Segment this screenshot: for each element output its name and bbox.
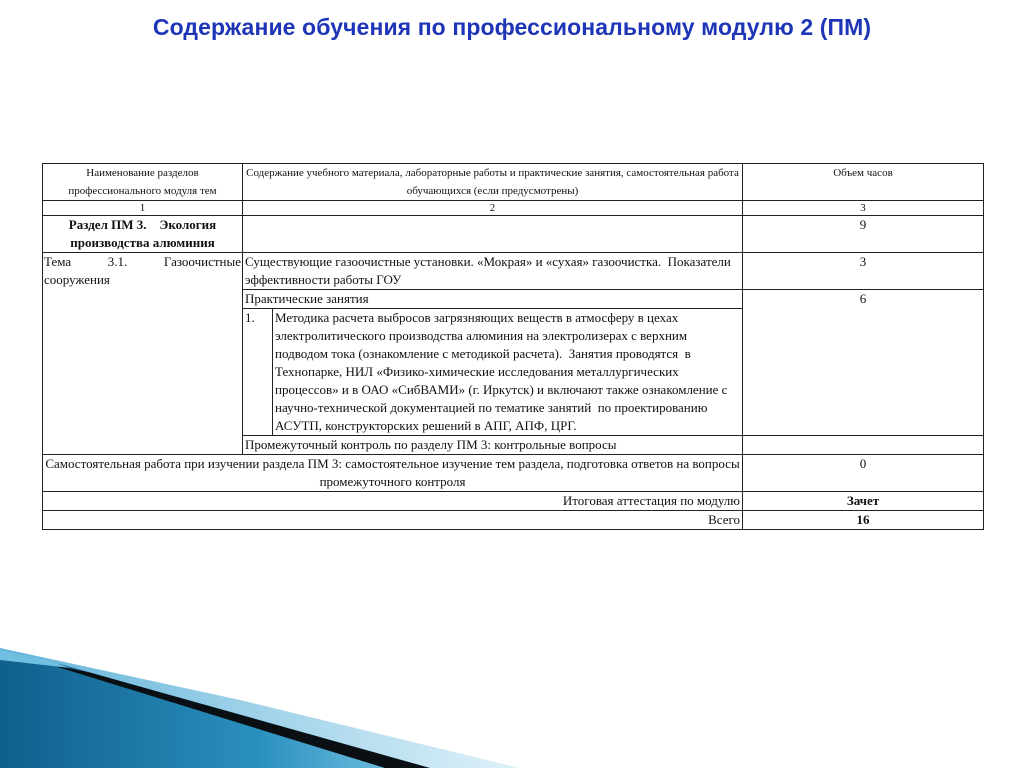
final-attestation-row <box>43 492 984 511</box>
header-hours: Объем часов <box>743 164 984 201</box>
topic-row <box>43 253 984 290</box>
decor-light-swoosh <box>0 648 520 768</box>
header-row <box>43 164 984 201</box>
section-name: Раздел ПМ 3. Экология производства алюминия <box>43 216 243 253</box>
interim-control-label: Промежуточный контроль по разделу ПМ 3: контрольные вопросы <box>243 436 743 455</box>
topic-hours: 3 <box>743 253 984 290</box>
practical-item-number: 1. <box>243 309 273 436</box>
final-attestation-value: Зачет <box>743 492 984 511</box>
topic-name <box>43 253 243 455</box>
section-row <box>43 216 984 253</box>
topic-name-text: Тема 3.1. Газоочистные сооружения <box>44 254 241 287</box>
column-number-1: 1 <box>43 201 243 216</box>
practical-hours: 6 <box>743 290 984 436</box>
interim-control-hours-empty <box>743 436 984 455</box>
practical-item-text: Методика расчета выбросов загрязняющих веществ в атмосферу в цехах электролитического производства алюминия на электролизерах с верхним подводом тока (ознакомление с методикой расчета). Занятия проводятся в Технопарке, НИЛ «Физико-химические исследования металлургических процессов» и в ОАО «СибВАМИ» (г. Иркутск) и включают также ознакомление с научно-технической документацией по тематике занятий по проектированию АСУТП, конструкторских решений в АПГ, АПФ, ЦРГ. <box>273 309 743 436</box>
total-row <box>43 511 984 530</box>
final-attestation-label: Итоговая аттестация по модулю <box>43 492 743 511</box>
header-section-names: Наименование разделов профессионального модуля тем <box>43 164 243 201</box>
page-title: Содержание обучения по профессиональному модулю 2 (ПМ) <box>152 14 872 40</box>
column-number-row <box>43 201 984 216</box>
total-label: Всего <box>43 511 743 530</box>
section-content-empty <box>243 216 743 253</box>
column-number-2: 2 <box>243 201 743 216</box>
section-hours: 9 <box>743 216 984 253</box>
self-study-text: Самостоятельная работа при изучении раздела ПМ 3: самостоятельное изучение тем раздела, подготовка ответов на вопросы промежуточного контроля <box>43 455 743 492</box>
practical-label: Практические занятия <box>243 290 743 309</box>
topic-content: Существующие газоочистные установки. «Мокрая» и «сухая» газоочистка. Показатели эффективности работы ГОУ <box>243 253 743 290</box>
column-number-3: 3 <box>743 201 984 216</box>
self-study-hours: 0 <box>743 455 984 492</box>
decor-dark-stripe <box>48 664 430 768</box>
self-study-row <box>43 455 984 492</box>
total-value: 16 <box>743 511 984 530</box>
decor-blue-edge <box>0 650 70 668</box>
decor-blue-band <box>0 655 430 768</box>
header-content: Содержание учебного материала, лабораторные работы и практические занятия, самостоятельная работа обучающихся (если предусмотрены) <box>243 164 743 201</box>
curriculum-table <box>42 163 984 530</box>
